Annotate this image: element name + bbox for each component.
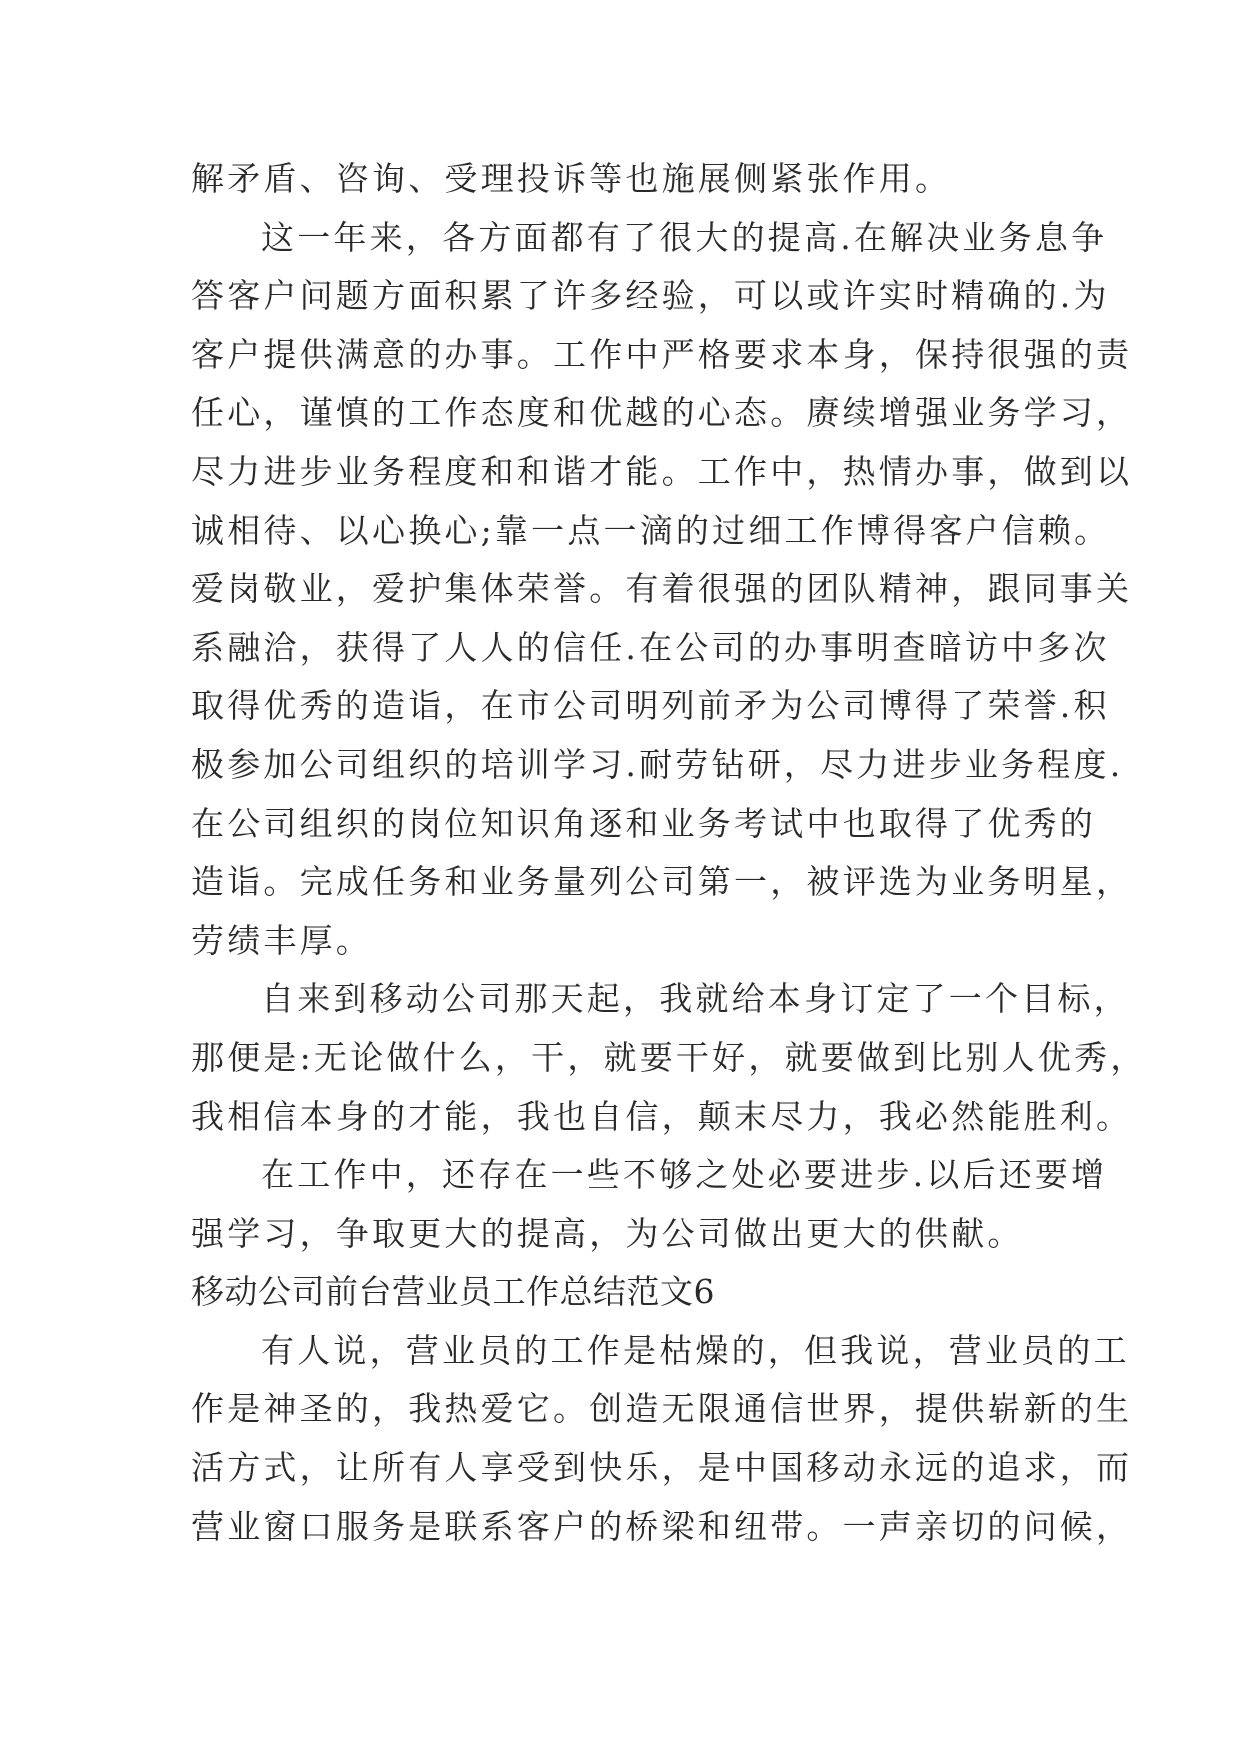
document-body <box>191 150 1147 1556</box>
text-line: 爱岗敬业，爱护集体荣誉。有着很强的团队精神，跟同事关 <box>191 569 1133 609</box>
text-line: 造诣。完成任务和业务量列公司第一，被评选为业务明星， <box>191 862 1133 902</box>
text-line: 系融洽，获得了人人的信任.在公司的办事明查暗访中多次 <box>191 627 1110 667</box>
text-line: 客户提供满意的办事。工作中严格要求本身，保持很强的责 <box>191 334 1133 374</box>
text-line: 尽力进步业务程度和和谐才能。工作中，热情办事，做到以 <box>191 451 1133 491</box>
text-line: 这一年来，各方面都有了很大的提高.在解决业务息争 <box>261 217 1108 257</box>
text-line: 作是神圣的，我热爱它。创造无限通信世界，提供崭新的生 <box>191 1389 1133 1429</box>
text-line: 我相信本身的才能，我也自信，颠末尽力，我必然能胜利。 <box>191 1096 1133 1136</box>
text-line: 有人说，营业员的工作是枯燥的，但我说，营业员的工 <box>261 1330 1130 1370</box>
text-line: 诚相待、以心换心;靠一点一滴的过细工作博得客户信赖。 <box>191 510 1111 550</box>
text-line: 取得优秀的造诣，在市公司明列前矛为公司博得了荣誉.积 <box>191 686 1110 726</box>
text-line: 任心，谨慎的工作态度和优越的心态。赓续增强业务学习， <box>191 393 1133 433</box>
text-line: 营业窗口服务是联系客户的桥梁和纽带。一声亲切的问候， <box>191 1506 1133 1546</box>
text-line: 那便是:无论做什么，干，就要干好，就要做到比别人优秀， <box>191 1037 1147 1077</box>
text-line: 劳绩丰厚。 <box>191 920 372 960</box>
text-line: 强学习，争取更大的提高，为公司做出更大的供献。 <box>191 1213 1024 1253</box>
section-heading: 移动公司前台营业员工作总结范文6 <box>191 1272 715 1312</box>
text-line: 解矛盾、咨询、受理投诉等也施展侧紧张作用。 <box>191 159 952 198</box>
text-line: 答客户问题方面积累了许多经验，可以或许实时精确的.为 <box>191 276 1110 316</box>
text-line: 自来到移动公司那天起，我就给本身订定了一个目标， <box>261 979 1130 1019</box>
text-line: 在工作中，还存在一些不够之处必要进步.以后还要增 <box>261 1155 1108 1195</box>
text-line: 在公司组织的岗位知识角逐和业务考试中也取得了优秀的 <box>191 803 1096 843</box>
text-line: 活方式，让所有人享受到快乐，是中国移动永远的追求，而 <box>191 1448 1133 1488</box>
text-line: 极参加公司组织的培训学习.耐劳钻研，尽力进步业务程度. <box>191 744 1124 784</box>
